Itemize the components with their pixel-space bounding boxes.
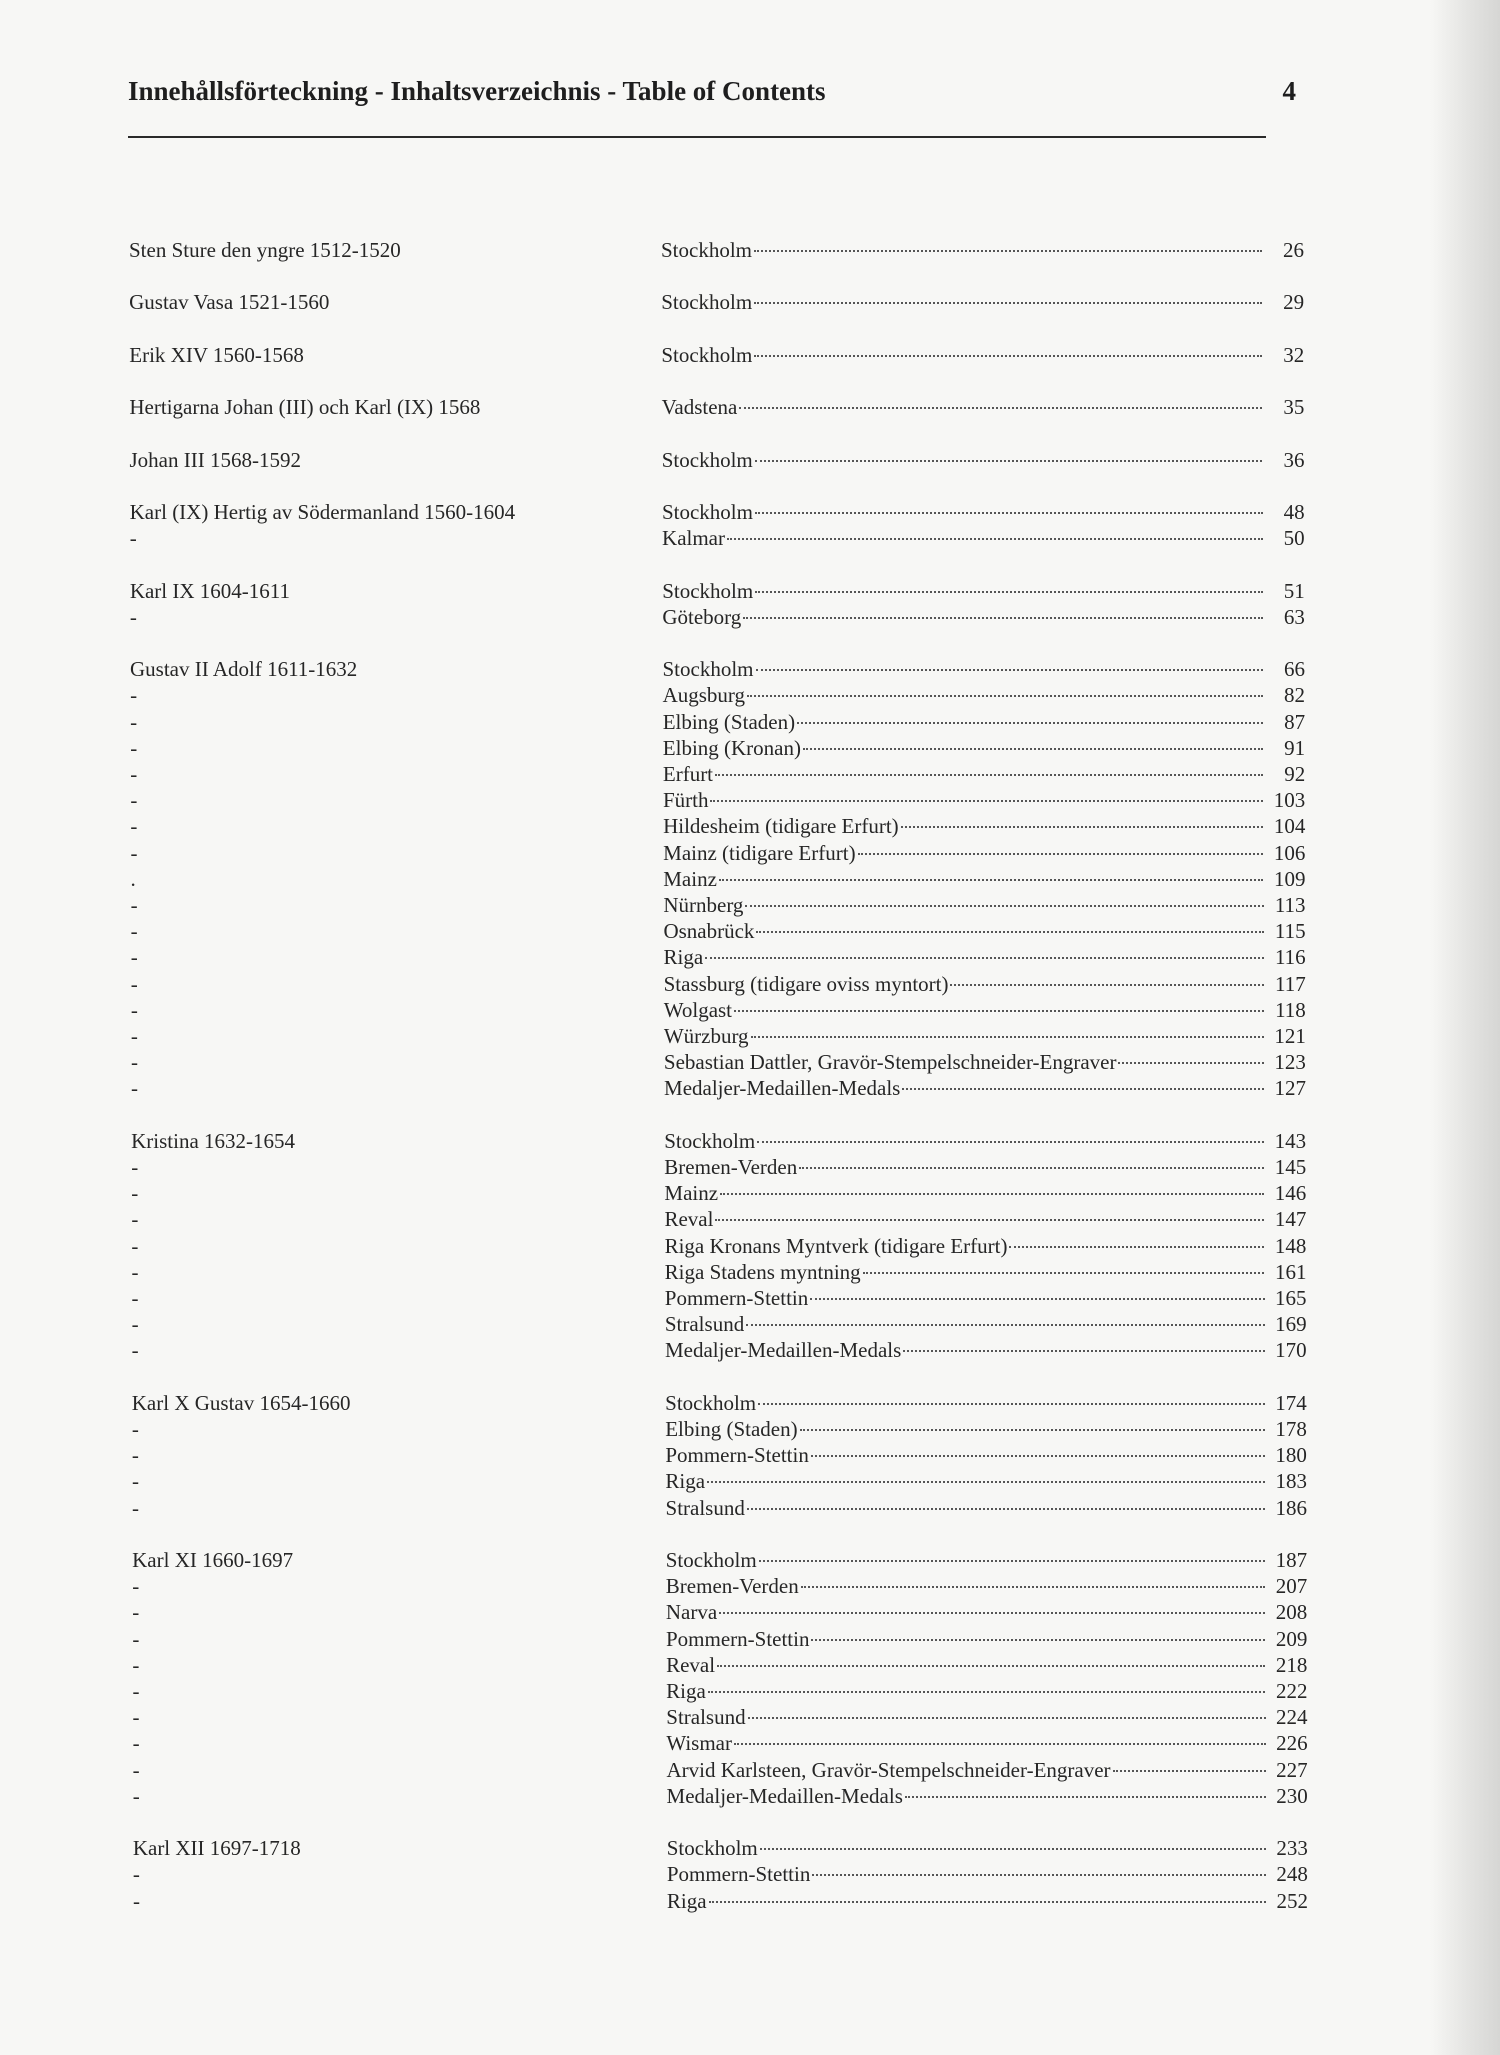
- dot-leader: [734, 1009, 1264, 1012]
- entry-page-number: 186: [1275, 1495, 1307, 1520]
- continuation-mark: -: [130, 840, 138, 865]
- dot-leader: [759, 1559, 1265, 1562]
- toc-entry: [663, 709, 1305, 735]
- continuation-mark: -: [129, 604, 137, 629]
- mint-place: Pommern-Stettin: [665, 1626, 810, 1651]
- toc-entry: [664, 1128, 1306, 1154]
- dot-leader: [757, 1140, 1264, 1143]
- mint-place: Medaljer-Medaillen-Medals: [666, 1783, 903, 1808]
- continuation-mark: -: [131, 1076, 138, 1101]
- toc-entry: [663, 918, 1305, 944]
- mint-place: Medaljer-Medaillen-Medals: [664, 1076, 901, 1101]
- toc-entry: [662, 604, 1305, 630]
- continuation-mark: -: [132, 1574, 140, 1599]
- mint-place: Stockholm: [664, 1128, 756, 1153]
- dot-leader: [901, 825, 1264, 828]
- entry-page-number: 233: [1276, 1836, 1308, 1861]
- entry-page-number: 121: [1274, 1024, 1306, 1048]
- entry-page-number: 209: [1275, 1626, 1308, 1651]
- continuation-mark: -: [130, 1050, 138, 1075]
- continuation-mark: -: [132, 1731, 140, 1756]
- mint-place: Stockholm: [662, 578, 754, 603]
- dot-leader: [811, 1454, 1265, 1457]
- toc-entry: [664, 1154, 1306, 1180]
- toc-entry: [667, 1783, 1308, 1809]
- mint-place: Riga: [666, 1888, 707, 1913]
- mint-place: Stralsund: [665, 1495, 745, 1520]
- entry-page-number: 91: [1284, 735, 1306, 760]
- toc-entry: [665, 1311, 1307, 1337]
- toc-entry: [666, 1573, 1307, 1599]
- mint-place: Sebastian Dattler, Gravör-Stempelschneider-Engraver: [663, 1050, 1117, 1075]
- toc-entry: [666, 1626, 1307, 1652]
- entry-page-number: 252: [1276, 1888, 1308, 1913]
- continuation-mark: -: [131, 1443, 139, 1468]
- ruler-heading: Erik XIV 1560-1568: [129, 342, 304, 367]
- continuation-mark: -: [131, 1259, 139, 1284]
- dot-leader: [751, 1035, 1264, 1038]
- dot-leader: [903, 1349, 1264, 1352]
- continuation-mark: -: [130, 945, 138, 970]
- dot-leader: [709, 1900, 1266, 1903]
- toc-entry: [665, 1416, 1307, 1442]
- mint-place: Stockholm: [661, 238, 753, 262]
- toc-entry: [665, 1390, 1307, 1416]
- dot-leader: [754, 249, 1262, 252]
- mint-place: Reval: [666, 1652, 716, 1677]
- toc-entry: [667, 1888, 1308, 1914]
- entry-page-number: 207: [1275, 1574, 1308, 1599]
- entry-page-number: 106: [1273, 840, 1306, 865]
- page-header: [128, 76, 1296, 116]
- toc-entry: [665, 1233, 1307, 1259]
- continuation-mark: -: [131, 1312, 139, 1337]
- toc-entry: [662, 525, 1305, 551]
- dot-leader: [758, 1402, 1265, 1405]
- entry-page-number: 118: [1275, 997, 1306, 1022]
- toc-entry: [663, 735, 1305, 761]
- entry-page-number: 35: [1283, 395, 1305, 420]
- toc-entry: [666, 1599, 1307, 1625]
- continuation-mark: -: [131, 1338, 139, 1363]
- dot-leader: [801, 1585, 1265, 1588]
- continuation-mark: -: [130, 762, 138, 786]
- continuation-mark: -: [130, 919, 138, 944]
- dot-leader: [800, 1428, 1265, 1431]
- entry-page-number: 165: [1275, 1286, 1307, 1310]
- dot-leader: [746, 1323, 1264, 1326]
- dot-leader: [720, 1192, 1264, 1195]
- dot-leader: [811, 1638, 1265, 1641]
- mint-place: Riga: [666, 1679, 706, 1703]
- mint-place: Göteborg: [662, 604, 742, 629]
- dot-leader: [863, 1271, 1265, 1274]
- page-title: Innehållsförteckning - Inhaltsverzeichnis - Table of Contents: [128, 76, 826, 106]
- mint-place: Riga Kronans Myntverk (tidigare Erfurt): [664, 1233, 1008, 1258]
- toc-entry: [666, 1704, 1307, 1730]
- dot-leader: [719, 1611, 1265, 1614]
- continuation-mark: -: [131, 1417, 139, 1441]
- continuation-mark: -: [130, 893, 138, 917]
- continuation-mark: -: [130, 709, 138, 734]
- mint-place: Stockholm: [666, 1836, 758, 1861]
- toc-entry: [664, 1180, 1306, 1206]
- mint-place: Reval: [664, 1207, 714, 1232]
- toc-entry: [662, 447, 1305, 473]
- entry-page-number: 51: [1283, 578, 1305, 603]
- toc-entry: [665, 1285, 1307, 1311]
- toc-entry: [663, 787, 1305, 813]
- entry-page-number: 146: [1274, 1181, 1307, 1206]
- dot-leader: [743, 616, 1263, 619]
- mint-place: Pommern-Stettin: [664, 1286, 809, 1310]
- continuation-mark: -: [130, 1024, 138, 1048]
- toc-entry: [665, 1337, 1307, 1363]
- mint-place: Stassburg (tidigare oviss myntort): [663, 971, 949, 996]
- toc-entry: [663, 840, 1305, 866]
- toc-entry: [663, 761, 1305, 787]
- continuation-mark: -: [131, 1181, 139, 1206]
- continuation-mark: -: [132, 1652, 140, 1677]
- toc-entry: [661, 342, 1304, 368]
- dot-leader: [1113, 1769, 1266, 1772]
- dot-leader: [1009, 1245, 1264, 1248]
- dot-leader: [950, 983, 1263, 986]
- entry-page-number: 63: [1283, 604, 1305, 629]
- ruler-heading: Karl IX 1604-1611: [129, 578, 290, 603]
- continuation-mark: -: [131, 1155, 139, 1179]
- entry-page-number: 50: [1283, 526, 1305, 551]
- continuation-mark: -: [129, 526, 137, 551]
- entry-page-number: 218: [1275, 1652, 1308, 1677]
- entry-page-number: 208: [1275, 1600, 1308, 1625]
- entry-page-number: 222: [1275, 1679, 1308, 1703]
- toc-entry: [661, 289, 1304, 315]
- dot-leader: [705, 956, 1263, 959]
- toc-entry: [663, 892, 1305, 918]
- entry-page-number: 92: [1284, 762, 1306, 786]
- dot-leader: [858, 852, 1264, 855]
- dot-leader: [717, 1664, 1265, 1667]
- mint-place: Hildesheim (tidigare Erfurt): [663, 814, 899, 839]
- mint-place: Stockholm: [661, 342, 753, 367]
- mint-place: Stralsund: [664, 1312, 745, 1337]
- mint-place: Augsburg: [662, 683, 746, 708]
- continuation-mark: -: [132, 1757, 140, 1782]
- ruler-heading: Sten Sture den yngre 1512-1520: [129, 238, 401, 262]
- toc-entry: [666, 1547, 1307, 1573]
- toc-entry: [662, 578, 1305, 604]
- mint-place: Fürth: [662, 788, 709, 813]
- mint-place: Mainz (tidigare Erfurt): [663, 840, 856, 865]
- entry-page-number: 230: [1276, 1783, 1308, 1808]
- entry-page-number: 66: [1283, 657, 1305, 682]
- entry-page-number: 183: [1275, 1469, 1307, 1494]
- dot-leader: [708, 1690, 1266, 1693]
- toc-entry: [666, 1652, 1307, 1678]
- toc-entry: [662, 394, 1305, 420]
- entry-page-number: 178: [1275, 1417, 1307, 1441]
- page-edge-shadow: [1430, 0, 1500, 2055]
- entry-page-number: 147: [1274, 1207, 1307, 1232]
- continuation-mark: -: [130, 683, 138, 708]
- mint-place: Mainz: [664, 1181, 719, 1206]
- ruler-heading: Gustav Vasa 1521-1560: [129, 290, 330, 315]
- continuation-mark: -: [132, 1705, 140, 1730]
- continuation-mark: -: [131, 1469, 139, 1494]
- toc-entry: [663, 682, 1305, 708]
- mint-place: Wolgast: [663, 997, 733, 1022]
- mint-place: Riga: [663, 945, 704, 970]
- page-number: 4: [1282, 76, 1296, 106]
- dot-leader: [727, 537, 1263, 540]
- dot-leader: [734, 1742, 1266, 1745]
- dot-leader: [756, 668, 1263, 671]
- dot-leader: [707, 1480, 1265, 1483]
- mint-place: Nürnberg: [663, 893, 744, 917]
- mint-place: Würzburg: [663, 1024, 749, 1048]
- entry-page-number: 169: [1275, 1312, 1307, 1337]
- entry-page-number: 48: [1283, 500, 1305, 524]
- dot-leader: [797, 721, 1263, 724]
- dot-leader: [710, 799, 1263, 802]
- entry-page-number: 224: [1276, 1705, 1308, 1730]
- mint-place: Kalmar: [662, 526, 726, 551]
- continuation-mark: -: [132, 1679, 140, 1703]
- dot-leader: [803, 747, 1263, 750]
- toc-entry: [664, 944, 1306, 970]
- entry-page-number: 32: [1283, 342, 1305, 367]
- continuation-mark: -: [132, 1888, 140, 1913]
- mint-place: Mainz: [663, 866, 717, 891]
- toc-entry: [664, 1049, 1306, 1075]
- dot-leader: [719, 878, 1264, 881]
- mint-place: Riga Stadens myntning: [664, 1259, 861, 1284]
- ruler-heading: Karl XI 1660-1697: [132, 1548, 294, 1572]
- mint-place: Pommern-Stettin: [665, 1443, 809, 1468]
- continuation-mark: -: [130, 997, 138, 1022]
- toc-entry: [665, 1259, 1307, 1285]
- toc-entry: [664, 1023, 1306, 1049]
- ruler-heading: Gustav II Adolf 1611-1632: [130, 657, 358, 682]
- mint-place: Pommern-Stettin: [666, 1862, 811, 1887]
- toc-entry: [661, 237, 1304, 263]
- entry-page-number: 103: [1273, 788, 1306, 813]
- mint-place: Vadstena: [661, 395, 738, 420]
- continuation-mark: -: [130, 788, 138, 813]
- mint-place: Stockholm: [665, 1548, 757, 1572]
- toc-entry: [664, 971, 1306, 997]
- entry-page-number: 180: [1275, 1443, 1307, 1468]
- mint-place: Stralsund: [666, 1705, 746, 1730]
- continuation-mark: -: [132, 1600, 140, 1625]
- ruler-heading: Johan III 1568-1592: [129, 447, 301, 472]
- mint-place: Elbing (Kronan): [662, 735, 801, 760]
- mint-place: Stockholm: [665, 1390, 757, 1415]
- header-rule: [128, 136, 1266, 138]
- continuation-mark: -: [131, 1286, 139, 1310]
- entry-page-number: 109: [1273, 866, 1306, 891]
- mint-place: Stockholm: [661, 290, 753, 315]
- dot-leader: [756, 930, 1263, 933]
- entry-page-number: 148: [1274, 1233, 1307, 1258]
- entry-page-number: 226: [1276, 1731, 1308, 1756]
- dot-leader: [799, 1166, 1264, 1169]
- dot-leader: [755, 511, 1263, 514]
- toc-entry: [666, 1757, 1307, 1783]
- dot-leader: [745, 904, 1263, 907]
- continuation-mark: -: [132, 1495, 140, 1520]
- continuation-mark: -: [132, 1626, 140, 1651]
- toc-entry: [667, 1835, 1308, 1861]
- toc-entry: [664, 997, 1306, 1023]
- toc-entry: [666, 1678, 1307, 1704]
- entry-page-number: 26: [1283, 238, 1304, 262]
- mint-place: Bremen-Verden: [665, 1574, 799, 1599]
- entry-page-number: 113: [1274, 893, 1306, 917]
- dot-leader: [1118, 1061, 1263, 1064]
- continuation-mark: -: [132, 1783, 140, 1808]
- ruler-heading: Karl XII 1697-1718: [132, 1836, 301, 1861]
- mint-place: Stockholm: [662, 657, 754, 682]
- entry-page-number: 248: [1276, 1862, 1308, 1887]
- entry-page-number: 116: [1274, 945, 1306, 970]
- toc-entry: [663, 656, 1305, 682]
- dot-leader: [905, 1795, 1266, 1798]
- ruler-heading: Kristina 1632-1654: [131, 1128, 296, 1153]
- toc-entry: [662, 499, 1305, 525]
- ruler-heading: Hertigarna Johan (III) och Karl (IX) 1568: [129, 395, 481, 420]
- dot-leader: [747, 1507, 1265, 1510]
- dot-leader: [812, 1873, 1266, 1876]
- toc-entry: [664, 1075, 1306, 1101]
- continuation-mark: .: [130, 866, 136, 891]
- entry-page-number: 174: [1275, 1390, 1307, 1415]
- dot-leader: [810, 1297, 1264, 1300]
- dot-leader: [760, 1847, 1266, 1850]
- entry-page-number: 187: [1275, 1548, 1308, 1572]
- toc-entry: [667, 1861, 1308, 1887]
- continuation-mark: -: [130, 814, 138, 839]
- mint-place: Riga: [665, 1469, 706, 1494]
- mint-place: Erfurt: [662, 762, 714, 786]
- mint-place: Medaljer-Medaillen-Medals: [664, 1338, 902, 1363]
- mint-place: Arvid Karlsteen, Gravör-Stempelschneider-Engraver: [666, 1757, 1111, 1782]
- dot-leader: [748, 1716, 1266, 1719]
- entry-page-number: 161: [1274, 1259, 1307, 1284]
- mint-place: Stockholm: [661, 500, 753, 524]
- entry-page-number: 117: [1275, 971, 1306, 996]
- toc-entry: [666, 1730, 1307, 1756]
- toc-entry: [663, 866, 1305, 892]
- dot-leader: [754, 301, 1262, 304]
- ruler-heading: Karl (IX) Hertig av Södermanland 1560-1604: [129, 500, 516, 524]
- mint-place: Elbing (Staden): [662, 709, 796, 734]
- entry-page-number: 227: [1276, 1757, 1308, 1782]
- entry-page-number: 29: [1283, 290, 1305, 315]
- toc-entry: [664, 1206, 1306, 1232]
- mint-place: Osnabrück: [663, 919, 755, 944]
- mint-place: Bremen-Verden: [664, 1155, 798, 1179]
- dot-leader: [715, 1218, 1264, 1221]
- toc-entry: [663, 813, 1305, 839]
- toc-entry: [665, 1442, 1307, 1468]
- entry-page-number: 143: [1274, 1128, 1307, 1153]
- entry-page-number: 123: [1274, 1050, 1306, 1075]
- toc-entry: [666, 1495, 1307, 1521]
- dot-leader: [755, 590, 1263, 593]
- continuation-mark: -: [131, 1233, 139, 1258]
- toc-entry: [665, 1468, 1307, 1494]
- entry-page-number: 127: [1274, 1076, 1306, 1101]
- mint-place: Narva: [665, 1600, 718, 1625]
- dot-leader: [739, 406, 1262, 409]
- dot-leader: [754, 354, 1262, 357]
- entry-page-number: 104: [1273, 814, 1306, 839]
- mint-place: Stockholm: [661, 447, 753, 472]
- entry-page-number: 145: [1274, 1155, 1307, 1179]
- entry-page-number: 87: [1284, 709, 1306, 734]
- continuation-mark: -: [132, 1862, 140, 1887]
- dot-leader: [747, 694, 1263, 697]
- ruler-heading: Karl X Gustav 1654-1660: [131, 1390, 351, 1415]
- dot-leader: [715, 773, 1263, 776]
- entry-page-number: 36: [1283, 447, 1305, 472]
- continuation-mark: -: [131, 1207, 139, 1232]
- dot-leader: [902, 1087, 1264, 1090]
- dot-leader: [755, 459, 1263, 462]
- continuation-mark: -: [130, 735, 138, 760]
- mint-place: Elbing (Staden): [665, 1417, 798, 1441]
- mint-place: Wismar: [666, 1731, 732, 1756]
- entry-page-number: 115: [1274, 919, 1306, 944]
- continuation-mark: -: [130, 971, 138, 996]
- entry-page-number: 170: [1275, 1338, 1307, 1363]
- entry-page-number: 82: [1284, 683, 1306, 708]
